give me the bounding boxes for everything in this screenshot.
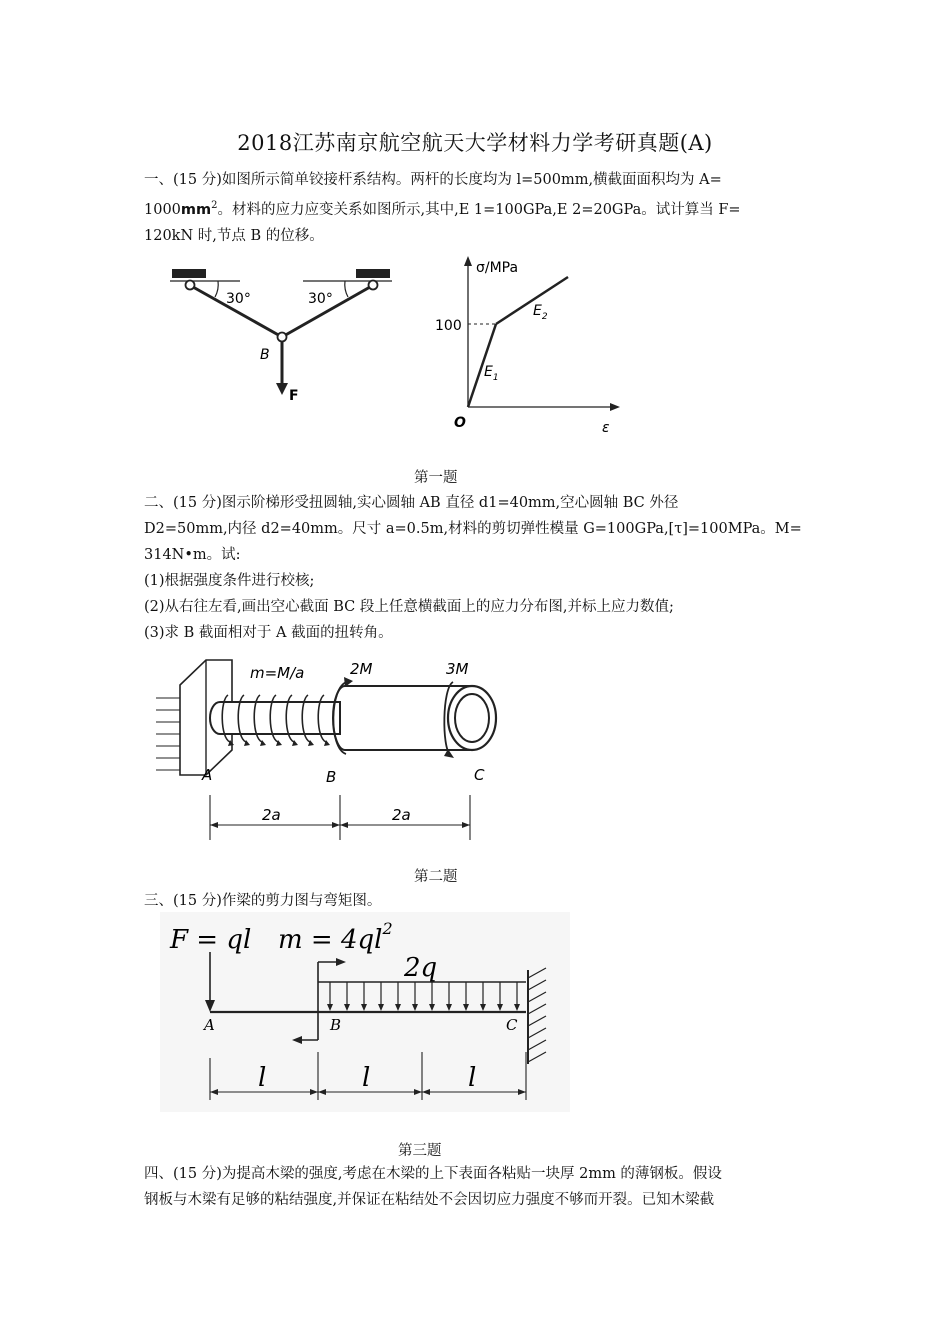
truss-node-label: B (260, 347, 270, 363)
point-c-label: C (474, 766, 485, 784)
y-tick-100: 100 (435, 318, 462, 334)
dimension-bc-label: 2a (392, 806, 411, 824)
truss-force-label: F (289, 388, 299, 404)
truss-angle-right: 30° (308, 291, 333, 307)
caption-q2: 第二题 (414, 869, 458, 885)
question-4-text (144, 1161, 808, 1213)
q1-line-2: $1000mm^2$。材料的应力应变关系如图所示,其中,E 1=100GPa,E 2=20GPa。试计算当 F= (144, 200, 741, 218)
span-length-1: l (258, 1063, 267, 1093)
page-title: 2018江苏南京航空航天大学材料力学考研真题(A) (237, 131, 713, 155)
beam-point-c: C (506, 1016, 518, 1034)
distributed-torque-label: m=M/a (250, 664, 305, 682)
q1-line-3: 120kN 时,节点 B 的位移。 (144, 227, 324, 244)
point-b-label: B (326, 768, 337, 786)
q2-line-1: 二、(15 分)图示阶梯形受扭圆轴,实心圆轴 AB 直径 d1=40mm,空心圆轴 BC 外径 (144, 495, 679, 511)
q2-line-2: D2=50mm,内径 d2=40mm。尺寸 a=0.5m,材料的剪切弹性模量 G=100GPa,[τ]=100MPa。M= (144, 521, 802, 537)
caption-q1: 第一题 (414, 470, 458, 486)
origin-label: O (454, 415, 466, 431)
q4-line-2: 钢板与木梁有足够的粘结强度,并保证在粘结处不会因切应力强度不够而开裂。已知木梁截 (144, 1192, 715, 1208)
q4-line-1: 四、(15 分)为提高木梁的强度,考虑在木梁的上下表面各粘贴一块厚 2mm 的薄钢板。假设 (144, 1166, 722, 1182)
force-f-label: F = ql (170, 925, 252, 955)
caption-q3: 第三题 (398, 1143, 442, 1159)
y-axis-label: σ/MPa (476, 260, 519, 276)
q2-line-5: (2)从右往左看,画出空心截面 BC 段上任意横截面上的应力分布图,并标上应力数值; (144, 599, 674, 615)
e1-label: $E_1$ (484, 364, 499, 383)
distributed-load-label: 2q (404, 953, 438, 983)
question-2-text (144, 490, 808, 646)
q3-line-1: 三、(15 分)作梁的剪力图与弯矩图。 (144, 893, 382, 909)
figure-1-stress-strain (430, 252, 630, 437)
beam-point-b: B (330, 1016, 342, 1034)
q2-line-3: 314N•m。试: (144, 547, 241, 563)
figure-1-truss (160, 255, 410, 415)
figure-2-stepped-shaft (150, 650, 510, 850)
dimension-ab-label: 2a (262, 806, 281, 824)
x-axis-label: ε (602, 420, 610, 436)
figure-3-beam (160, 912, 570, 1112)
span-length-2: l (362, 1063, 371, 1093)
torque-3m-label: 3M (446, 660, 469, 678)
q2-line-6: (3)求 B 截面相对于 A 截面的扭转角。 (144, 625, 393, 641)
point-a-label: A (202, 766, 213, 784)
beam-point-a: A (204, 1016, 215, 1034)
truss-angle-left: 30° (226, 291, 251, 307)
q1-line-1: 一、(15 分)如图所示简单铰接杆系结构。两杆的长度均为 l=500mm,横截面面积均为 A= (144, 172, 722, 188)
question-3-text (144, 888, 808, 914)
question-1-text (144, 167, 808, 249)
moment-m-label: $m = 4ql^2$ (278, 919, 393, 955)
span-length-3: l (468, 1063, 477, 1093)
torque-2m-label: 2M (350, 660, 373, 678)
e2-label: $E_2$ (533, 303, 548, 322)
q2-line-4: (1)根据强度条件进行校核; (144, 573, 315, 589)
